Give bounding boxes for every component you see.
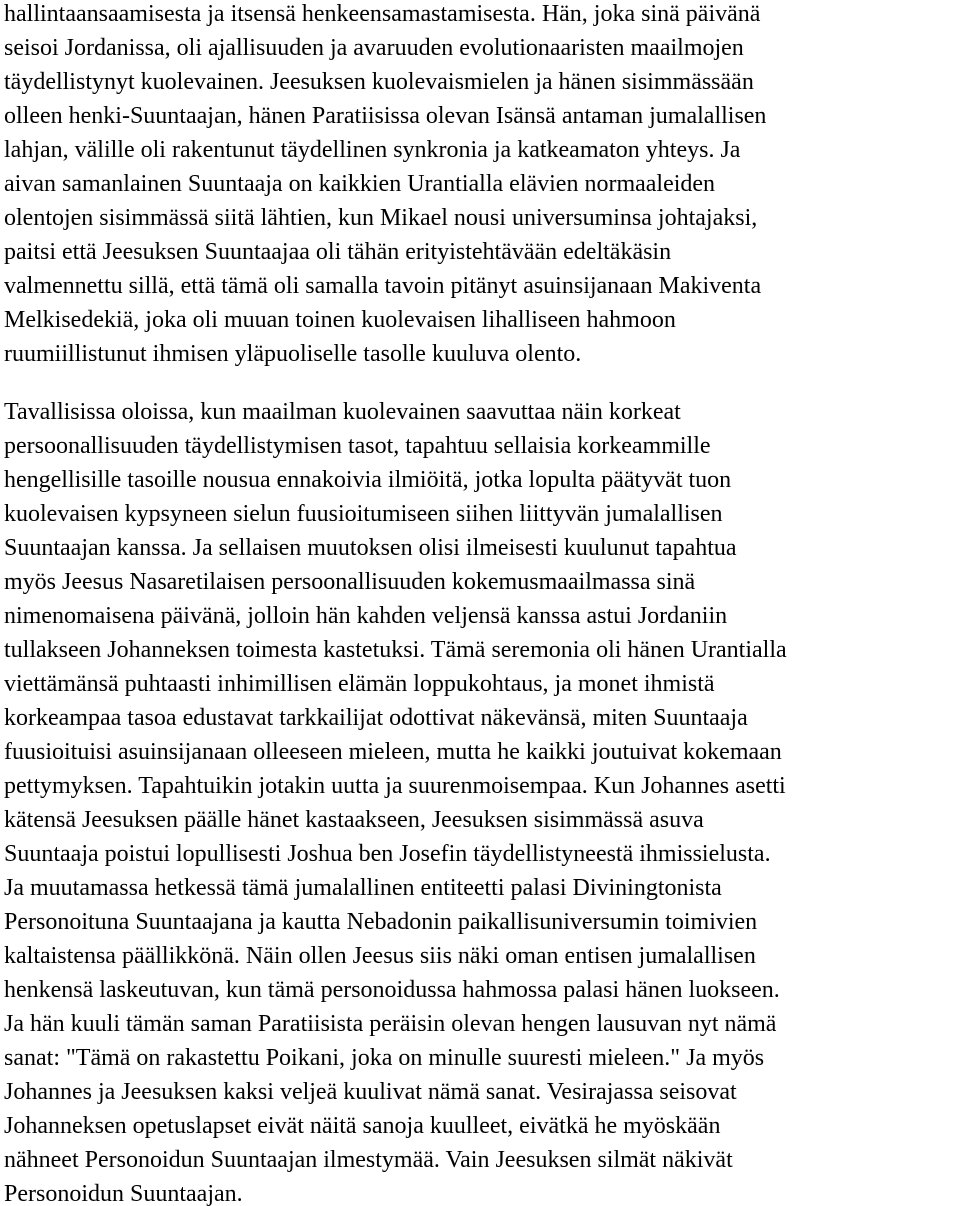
text-line: nimenomaisena päivänä, jolloin hän kahden veljensä kanssa astui Jordaniin xyxy=(4,603,728,629)
text-line: henkensä laskeutuvan, kun tämä personoidussa hahmossa palasi hänen luokseen. xyxy=(4,977,780,1003)
text-line: myös Jeesus Nasaretilaisen persoonallisuuden kokemusmaailmassa sinä xyxy=(4,569,696,595)
text-line: Personoidun Suuntaajan. xyxy=(4,1181,243,1206)
text-line: viettämänsä puhtaasti inhimillisen elämän loppukohtaus, ja monet ihmistä xyxy=(4,671,715,697)
text-line: Suuntaajan kanssa. Ja sellaisen muutoksen olisi ilmeisesti kuulunut tapahtua xyxy=(4,535,737,561)
text-line: korkeampaa tasoa edustavat tarkkailijat odottivat näkevänsä, miten Suuntaaja xyxy=(4,705,748,731)
text-line: sanat: "Tämä on rakastettu Poikani, joka on minulle suuresti mieleen." Ja myös xyxy=(4,1045,765,1071)
text-line: hengellisille tasoille nousua ennakoivia ilmiöitä, jotka lopulta päätyvät tuon xyxy=(4,467,732,493)
text-line: ruumiillistunut ihmisen yläpuoliselle tasolle kuuluva olento. xyxy=(4,341,582,367)
text-line: valmennettu sillä, että tämä oli samalla tavoin pitänyt asuinsijanaan Makiventa xyxy=(4,273,762,299)
text-line: aivan samanlainen Suuntaaja on kaikkien Urantialla elävien normaaleiden xyxy=(4,171,716,197)
text-line: lahjan, välille oli rakentunut täydellinen synkronia ja katkeamaton yhteys. Ja xyxy=(4,137,741,163)
text-line: Suuntaaja poistui lopullisesti Joshua ben Josefin täydellistyneestä ihmissielusta. xyxy=(4,841,771,867)
text-line: Tavallisissa oloissa, kun maailman kuolevainen saavuttaa näin korkeat xyxy=(4,399,681,425)
text-line: täydellistynyt kuolevainen. Jeesuksen kuolevaismielen ja hänen sisimmässään xyxy=(4,69,754,95)
text-line: kuolevaisen kypsyneen sielun fuusioitumiseen siihen liittyvän jumalallisen xyxy=(4,501,723,527)
text-line: Johanneksen opetuslapset eivät näitä sanoja kuulleet, eivätkä he myöskään xyxy=(4,1113,721,1139)
text-line: nähneet Personoidun Suuntaajan ilmestymää. Vain Jeesuksen silmät näkivät xyxy=(4,1147,733,1173)
text-line: Personoituna Suuntaajana ja kautta Nebadonin paikallisuniversumin toimivien xyxy=(4,909,758,935)
text-line: persoonallisuuden täydellistymisen tasot, tapahtuu sellaisia korkeammille xyxy=(4,433,711,459)
text-line: kaltaistensa päällikkönä. Näin ollen Jeesus siis näki oman entisen jumalallisen xyxy=(4,943,756,969)
text-line: Ja hän kuuli tämän saman Paratiisista peräisin olevan hengen lausuvan nyt nämä xyxy=(4,1011,777,1037)
text-line: kätensä Jeesuksen päälle hänet kastaakseen, Jeesuksen sisimmässä asuva xyxy=(4,807,704,833)
text-line: paitsi että Jeesuksen Suuntaajaa oli tähän erityistehtävään edeltäkäsin xyxy=(4,239,672,265)
text-line: Ja muutamassa hetkessä tämä jumalallinen entiteetti palasi Diviningtonista xyxy=(4,875,722,901)
text-line: fuusioituisi asuinsijanaan olleeseen mieleen, mutta he kaikki joutuivat kokemaan xyxy=(4,739,782,765)
text-line: olleen henki-Suuntaajan, hänen Paratiisissa olevan Isänsä antaman jumalallisen xyxy=(4,103,767,129)
text-line: Melkisedekiä, joka oli muuan toinen kuolevaisen lihalliseen hahmoon xyxy=(4,307,676,333)
text-line: seisoi Jordanissa, oli ajallisuuden ja avaruuden evolutionaaristen maailmojen xyxy=(4,35,744,61)
text-line: hallintaansaamisesta ja itsensä henkeensamastamisesta. Hän, joka sinä päivänä xyxy=(4,1,761,27)
paragraph-1 xyxy=(0,0,766,371)
text-line: Johannes ja Jeesuksen kaksi veljeä kuulivat nämä sanat. Vesirajassa seisovat xyxy=(4,1079,737,1105)
text-line: pettymyksen. Tapahtuikin jotakin uutta ja suurenmoisempaa. Kun Johannes asetti xyxy=(4,773,786,799)
paragraph-2 xyxy=(0,395,787,1206)
text-line: tullakseen Johanneksen toimesta kastetuksi. Tämä seremonia oli hänen Urantialla xyxy=(4,637,787,663)
text-line: olentojen sisimmässä siitä lähtien, kun Mikael nousi universuminsa johtajaksi, xyxy=(4,205,758,231)
